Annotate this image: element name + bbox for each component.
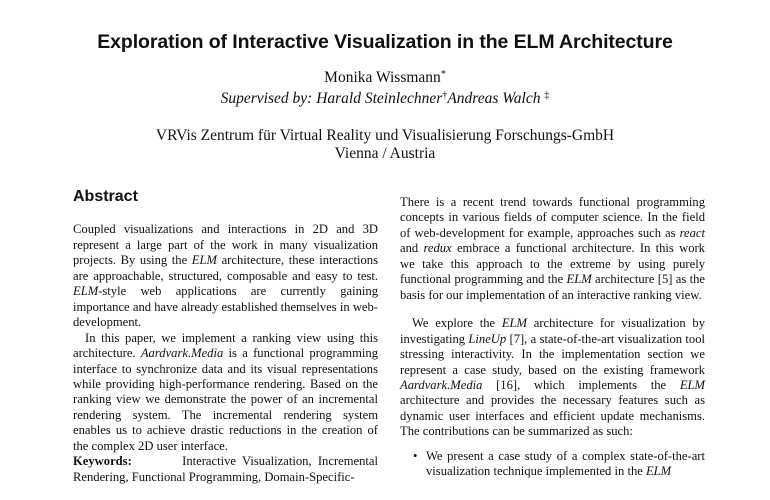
affiliation-location: Vienna / Austria <box>334 145 436 162</box>
keywords-label: Keywords: <box>73 454 132 469</box>
supervisor-mark-2: ‡ <box>544 90 550 101</box>
abstract-paragraph-2: In this paper, we implement a ranking view using this architecture. Aardvark.Media is a functional programming interface to synchronize data and its visual representations while providing high-performance rendering. Based on the ranking view we demonstrate the power of an incremental rendering system. The incremental rendering system enables us to achieve drastic reductions in the creation of the complex 2D user interface. <box>73 330 378 453</box>
affiliation <box>0 127 770 163</box>
right-column <box>400 195 705 480</box>
author-line <box>0 69 770 87</box>
affiliation-institute: VRVis Zentrum für Virtual Reality und Visualisierung Forschungs-GmbH <box>155 127 615 144</box>
abstract-heading: Abstract <box>73 188 138 205</box>
supervisor-name-1: Harald Steinlechner <box>316 90 443 107</box>
author-footnote-mark: * <box>440 69 446 80</box>
paper-title: Exploration of Interactive Visualization in the ELM Architecture <box>97 31 673 53</box>
intro-paragraph-2: We explore the ELM architecture for visualization by investigating LineUp [7], a state-of-the-art visualization tool stressing interactivity. In the implementation section we represent a case study, based on the existing framework Aardvark.Media [16], which implements the ELM architecture and provides the necessary features such as dynamic user interfaces and efficient update mechanisms. The contributions can be summarized as such: <box>400 316 706 439</box>
supervisor-name-2: Andreas Walch <box>447 90 541 107</box>
supervisor-mark-1: † <box>442 90 448 101</box>
contributions-list <box>400 449 705 480</box>
supervisor-prefix: Supervised by: <box>220 90 317 107</box>
list-item: • We present a case study of a complex state-of-the-art visualization technique implemented in the ELM <box>413 448 705 479</box>
supervisor-line <box>0 90 770 108</box>
keywords-text: Interactive Visualization, Incremental Rendering, Functional Programming, Domain-Specific- <box>73 454 378 484</box>
keywords <box>73 454 378 485</box>
bullet-icon: • <box>413 448 418 463</box>
left-column <box>73 189 378 485</box>
author-name: Monika Wissmann <box>324 69 441 86</box>
intro-paragraph-1: There is a recent trend towards functional programming concepts in various fields of computer science. In the field of web-development for example, approaches such as react and redux embrace a functional architecture. In this work we take this approach to the extreme by using purely functional programming and the ELM architecture [5] as the basis for our implementation of an interactive ranking view. <box>400 195 705 302</box>
abstract-paragraph-1: Coupled visualizations and interactions in 2D and 3D represent a large part of the work in many visualization projects. By using the ELM architecture, these interactions are approachable, structured, composable and easy to test. ELM-style web applications are currently gaining importance and have already established themselves in web-development. <box>73 222 378 330</box>
